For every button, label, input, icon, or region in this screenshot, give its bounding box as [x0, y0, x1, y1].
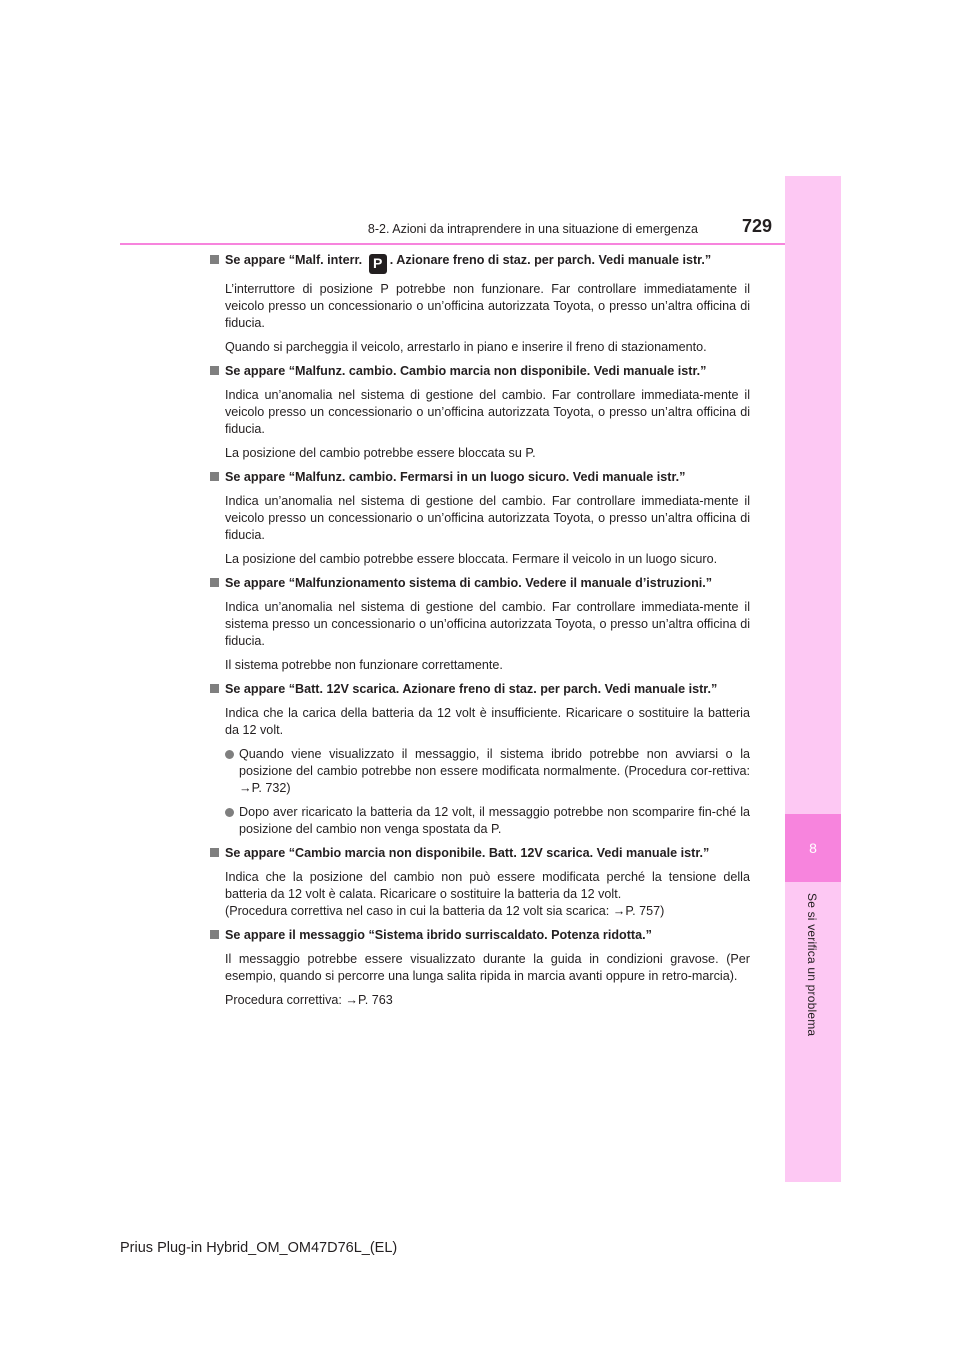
- square-bullet-icon: [210, 578, 219, 587]
- section-heading: Se appare “Batt. 12V scarica. Azionare freno di staz. per parch. Vedi manuale istr.”: [210, 681, 750, 698]
- page-number: 729: [741, 216, 772, 236]
- paragraph: Il sistema potrebbe non funzionare correttamente.: [225, 657, 503, 672]
- header-rule: [120, 243, 785, 245]
- paragraph: (Procedura correttiva nel caso in cui la batteria da 12 volt sia scarica: →P. 757): [225, 903, 665, 918]
- square-bullet-icon: [210, 366, 219, 375]
- square-bullet-icon: [210, 472, 219, 481]
- circle-bullet-icon: [225, 750, 234, 759]
- chapter-title: Se si verifica un problema: [805, 893, 819, 1037]
- paragraph: Indica che la posizione del cambio non può essere modificata perché la tensione della batteria da 12 volt è calata. Ricaricare o sostituire la batteria da 12 volt.: [225, 869, 750, 901]
- section-title: 8-2. Azioni da intraprendere in una situazione di emergenza: [367, 222, 698, 236]
- paragraph: Indica un’anomalia nel sistema di gestione del cambio. Far controllare immediata-mente il veicolo presso un concessionario o un’officina autorizzata Toyota, o presso un’altra officina di fiducia.: [225, 387, 750, 436]
- section-heading: Se appare “Malfunz. cambio. Cambio marcia non disponibile. Vedi manuale istr.”: [210, 363, 750, 380]
- paragraph: Procedura correttiva: →P. 763: [225, 992, 393, 1007]
- section-heading: Se appare il messaggio “Sistema ibrido surriscaldato. Potenza ridotta.”: [210, 927, 750, 944]
- section-heading: Se appare “Cambio marcia non disponibile. Batt. 12V scarica. Vedi manuale istr.”: [210, 845, 750, 862]
- paragraph: Indica che la carica della batteria da 12 volt è insufficiente. Ricaricare o sostituire la batteria da 12 volt.: [225, 705, 750, 737]
- page-header: [120, 214, 785, 244]
- document-footer: Prius Plug-in Hybrid_OM_OM47D76L_(EL): [120, 1240, 398, 1256]
- section-heading: Se appare “Malfunz. cambio. Fermarsi in un luogo sicuro. Vedi manuale istr.”: [210, 469, 750, 486]
- paragraph: Il messaggio potrebbe essere visualizzato durante la guida in condizioni gravose. (Per esempio, quando si percorre una lunga salita ripida in marcia avanti oppure in retro-marcia).: [225, 951, 750, 983]
- square-bullet-icon: [210, 684, 219, 693]
- section-heading: Se appare “Malfunzionamento sistema di cambio. Vedere il manuale d’istruzioni.”: [210, 575, 750, 592]
- paragraph: La posizione del cambio potrebbe essere bloccata. Fermare il veicolo in un luogo sicuro.: [225, 551, 718, 566]
- page-content: [210, 252, 750, 1016]
- chapter-number: 8: [785, 814, 841, 882]
- paragraph: L’interruttore di posizione P potrebbe non funzionare. Far controllare immediatamente il veicolo presso un concessionario o un’officina autorizzata Toyota, o presso un’altra officina di fiducia.: [225, 281, 750, 330]
- parking-p-icon: P: [369, 254, 387, 274]
- list-item: Quando viene visualizzato il messaggio, il sistema ibrido potrebbe non avviarsi o la posizione del cambio potrebbe non essere modificata normalmente. (Procedura cor-rettiva: →P. 732): [225, 746, 750, 797]
- square-bullet-icon: [210, 930, 219, 939]
- paragraph: La posizione del cambio potrebbe essere bloccata su P.: [225, 445, 536, 460]
- section-heading: Se appare “Malf. interr. P . Azionare freno di staz. per parch. Vedi manuale istr.”: [210, 252, 750, 274]
- square-bullet-icon: [210, 848, 219, 857]
- paragraph: Indica un’anomalia nel sistema di gestione del cambio. Far controllare immediata-mente il veicolo presso un concessionario o un’officina autorizzata Toyota, o presso un’altra officina di fiducia.: [225, 493, 750, 542]
- circle-bullet-icon: [225, 808, 234, 817]
- square-bullet-icon: [210, 255, 219, 264]
- list-item: Dopo aver ricaricato la batteria da 12 volt, il messaggio potrebbe non scomparire fin-ché la posizione del cambio non venga spostata da P.: [225, 804, 750, 838]
- paragraph: Indica un’anomalia nel sistema di gestione del cambio. Far controllare immediata-mente il sistema presso un concessionario o un’officina autorizzata Toyota, o presso un’altra officina di fiducia.: [225, 599, 750, 648]
- paragraph: Quando si parcheggia il veicolo, arrestarlo in piano e inserire il freno di stazionamento.: [225, 339, 707, 354]
